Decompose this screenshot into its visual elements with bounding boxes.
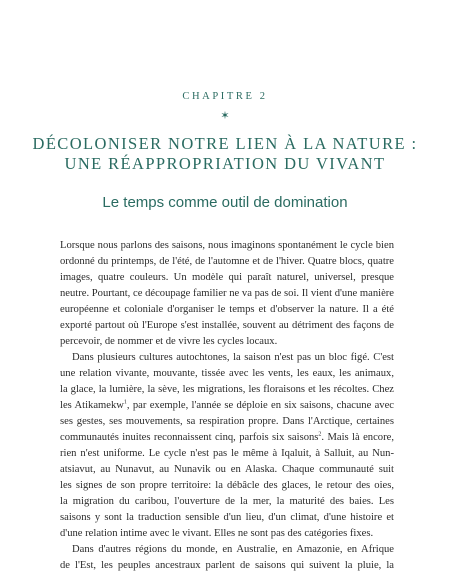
- body-line: d'une relation intime avec le vivant. Elles ne sont pas des catégories fixes.: [60, 528, 374, 539]
- chapter-title-line-1: DÉCOLONISER NOTRE LIEN À LA NATURE :: [32, 134, 418, 153]
- body-line: européenne et coloniale d'organiser le temps et d'observer la nature. Il a été: [60, 304, 394, 315]
- body-line: atsiavut, au Nunavut, au Nunavik ou en Alaska. Chaque communauté suit: [60, 464, 394, 475]
- body-line: la glace, la lumière, la sève, les migrations, les floraisons et les récoltes. Chez: [60, 384, 394, 395]
- body-line: [60, 430, 394, 446]
- footnote-ref-1: 1: [123, 399, 127, 406]
- body-text-run: . Mais là encore,: [321, 432, 394, 443]
- body-line: les signes de son propre territoire: la débâcle des glaces, le retour des oies,: [60, 480, 394, 491]
- body-line: rien n'est uniforme. Le cycle n'est pas le même à Iqaluit, à Salluit, au Nun-: [60, 448, 394, 459]
- body-text-run: , par exemple, l'année se déploie en six saisons, chacune avec: [126, 400, 394, 411]
- section-title: Le temps comme outil de domination: [102, 194, 348, 211]
- body-line: de l'Est, les peuples ancestraux parlent de saisons qui suivent la pluie, la: [60, 560, 394, 571]
- body-line: Lorsque nous parlons des saisons, nous imaginons spontanément le cycle bien: [60, 240, 394, 251]
- chapter-label: CHAPITRE 2: [182, 91, 268, 102]
- body-line: Dans d'autres régions du monde, en Australie, en Amazonie, en Afrique: [72, 544, 394, 555]
- body-line: neutre. Pourtant, ce découpage familier ne va pas de soi. Il vient d'une manière: [60, 288, 394, 299]
- footnote-ref-2: 2: [318, 431, 322, 438]
- body-line: la migration du caribou, l'ouverture de la mer, la maturité des baies. Les: [60, 496, 394, 507]
- star-ornament-icon: ✶: [220, 109, 230, 122]
- chapter-title-line-2: UNE RÉAPPROPRIATION DU VIVANT: [64, 154, 386, 173]
- body-line: [60, 398, 394, 414]
- body-text-run: communautés inuites reconnaissent cinq, parfois six saisons: [60, 432, 319, 443]
- body-line: exporté partout où l'Europe s'est installée, souvent au détriment des façons de: [60, 320, 394, 331]
- body-line: ses gestes, ses mouvements, sa respiration propre. Dans l'Arctique, certaines: [60, 416, 394, 427]
- body-line: une relation vivante, mouvante, tissée avec les vents, les eaux, les animaux,: [60, 368, 394, 379]
- body-text-run: les Atikamekw: [60, 400, 124, 411]
- body-line: images, quatre couleurs. Un modèle qui paraît naturel, universel, presque: [60, 272, 394, 283]
- body-line: Dans plusieurs cultures autochtones, la saison n'est pas un bloc figé. C'est: [72, 352, 394, 363]
- body-line: percevoir, de nommer et de vivre les cycles locaux.: [60, 336, 278, 347]
- body-text: [60, 238, 394, 574]
- chapter-title: [0, 134, 450, 174]
- body-line: saisons y sont la traduction sensible d'un lieu, d'un climat, d'une histoire et: [60, 512, 394, 523]
- body-line: ordonné du printemps, de l'été, de l'automne et de l'hiver. Quatre blocs, quatre: [60, 256, 394, 267]
